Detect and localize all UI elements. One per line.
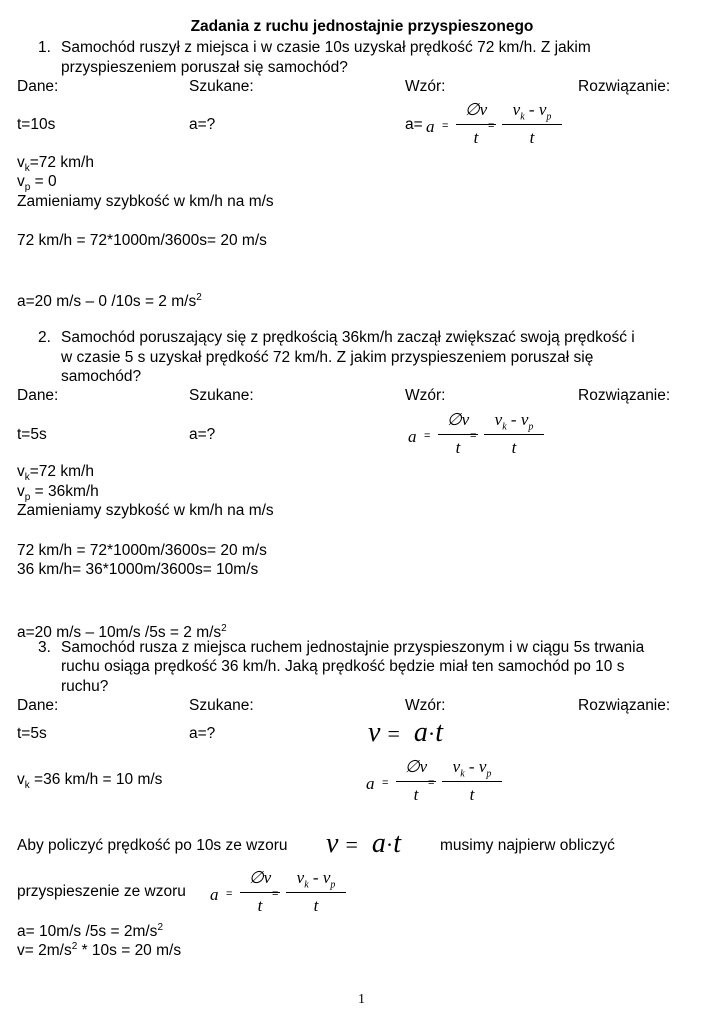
formula-fraction-bar-2 bbox=[502, 124, 562, 125]
formula-vk-minus-vp: $v_k - v_p$ bbox=[296, 868, 336, 891]
formula-denominator-2: t bbox=[469, 785, 475, 804]
p2-initial-velocity: $v_p = 36km/h$ bbox=[17, 483, 99, 504]
p2-szukane-header: Szukane: bbox=[189, 387, 254, 404]
p1-szukane-header: Szukane: bbox=[189, 78, 254, 95]
problem-2-text-line-1: Samochód poruszający się z prędkością 36km/h zaczął zwiększać swoją prędkość i bbox=[61, 329, 635, 346]
p1-wzor-header: Wzór: bbox=[405, 78, 446, 95]
formula-denominator-2: t bbox=[529, 128, 535, 147]
formula-vk-minus-vp: $v_k - v_p$ bbox=[452, 757, 492, 780]
formula-delta-v: ∅v bbox=[464, 100, 488, 119]
p1-initial-velocity: $v_p = 0$ bbox=[17, 173, 57, 194]
p2-wzor-header: Wzór: bbox=[405, 387, 446, 404]
p3-velocity-result: $v= 2m/s^2 * 10s = 20$ m/s bbox=[17, 941, 182, 960]
page-number: 1 bbox=[358, 992, 365, 1007]
p2-acceleration-formula bbox=[408, 410, 548, 462]
p2-rozwiazanie-header: Rozwiązanie: bbox=[578, 387, 671, 404]
formula-equals-1: = bbox=[382, 777, 389, 789]
p3-sought: a=? bbox=[189, 725, 216, 742]
p1-final-velocity: $v_k=72$ km/h bbox=[17, 154, 94, 175]
p1-convert-note: Zamieniamy szybkość w km/h na m/s bbox=[17, 193, 274, 210]
problem-2-text-line-2: w czasie 5 s uzyskał prędkość 72 km/h. Z jakim przyspieszeniem poruszał się bbox=[61, 349, 594, 366]
formula-equals-1: = bbox=[442, 120, 449, 132]
p1-given-time: t=10s bbox=[17, 116, 56, 133]
p3-inline-velocity-formula: v = a·t bbox=[326, 828, 401, 859]
p3-aby-text: Aby policzyć prędkość po 10s ze wzoru bbox=[17, 837, 288, 854]
formula-equals-2: = bbox=[470, 430, 477, 442]
formula-denominator-2: t bbox=[511, 438, 517, 457]
p3-przysp-text: przyspieszenie ze wzoru bbox=[17, 883, 186, 900]
problem-2-number: 2. bbox=[38, 329, 51, 346]
formula-a-symbol: a bbox=[210, 885, 219, 904]
p3-szukane-header: Szukane: bbox=[189, 697, 254, 714]
formula-delta-v: ∅v bbox=[248, 868, 272, 887]
formula-fraction-bar-2 bbox=[442, 781, 502, 782]
formula-denominator-1: t bbox=[413, 785, 419, 804]
p2-convert-note: Zamieniamy szybkość w km/h na m/s bbox=[17, 502, 274, 519]
p2-given-time: t=5s bbox=[17, 426, 47, 443]
formula-equals-1: = bbox=[424, 430, 431, 442]
p2-result: a=20 m/s – 10m/s /5s = 2 $m/s^2$ bbox=[17, 623, 227, 642]
formula-fraction-bar-2 bbox=[484, 434, 544, 435]
p2-conversion-1: 72 km/h = 72*1000m/3600s= 20 m/s bbox=[17, 542, 267, 559]
problem-1-text-line-2: przyspieszeniem poruszał się samochód? bbox=[61, 59, 348, 76]
problem-1-number: 1. bbox=[38, 39, 51, 56]
p2-dane-header: Dane: bbox=[17, 387, 59, 404]
formula-denominator-2: t bbox=[313, 896, 319, 915]
p1-result: a=20 m/s – 0 /10s = 2 $m/s^2$ bbox=[17, 292, 202, 311]
problem-2-text-line-3: samochód? bbox=[61, 368, 142, 385]
formula-vk-minus-vp: $v_k - v_p$ bbox=[494, 410, 534, 433]
formula-fraction-bar-2 bbox=[286, 892, 346, 893]
p3-acceleration-result: a= 10m/s $/5s = 2m/s^2$ bbox=[17, 922, 163, 941]
problem-3-text-line-3: ruchu? bbox=[61, 678, 109, 695]
page-title: Zadania z ruchu jednostajnie przyspieszonego bbox=[190, 18, 534, 35]
formula-equals-2: = bbox=[488, 120, 495, 132]
p3-given-time: t=5s bbox=[17, 725, 47, 742]
p3-acceleration-formula bbox=[366, 757, 506, 809]
p2-conversion-2: 36 km/h= 36*1000m/3600s= 10m/s bbox=[17, 561, 259, 578]
formula-a-symbol: a bbox=[426, 117, 435, 136]
p3-wzor-header: Wzór: bbox=[405, 697, 446, 714]
p1-acceleration-formula bbox=[426, 100, 566, 152]
problem-3-text-line-2: ruchu osiąga prędkość 36 km/h. Jaką prędkość będzie miał ten samochód po 10 s bbox=[61, 658, 625, 675]
formula-delta-v: ∅v bbox=[404, 757, 428, 776]
formula-denominator-1: t bbox=[257, 896, 263, 915]
p3-dane-header: Dane: bbox=[17, 697, 59, 714]
p3-musimy-text: musimy najpierw obliczyć bbox=[440, 837, 615, 854]
problem-3-number: 3. bbox=[38, 639, 51, 656]
p3-final-velocity: $v_k =36$ km/h = 10 m/s bbox=[17, 771, 163, 792]
p1-dane-header: Dane: bbox=[17, 78, 59, 95]
problem-3-text-line-1: Samochód rusza z miejsca ruchem jednostajnie przyspieszonym i w ciągu 5s trwania bbox=[61, 639, 645, 656]
p2-final-velocity: $v_k=72$ km/h bbox=[17, 463, 94, 484]
formula-equals-2: = bbox=[272, 888, 279, 900]
p3-velocity-formula: v = a·t bbox=[368, 717, 443, 748]
p1-rozwiazanie-header: Rozwiązanie: bbox=[578, 78, 671, 95]
p1-formula-prefix: a= bbox=[405, 116, 423, 133]
p1-conversion-1: 72 km/h = 72*1000m/3600s= 20 m/s bbox=[17, 232, 267, 249]
formula-denominator-1: t bbox=[455, 438, 461, 457]
p1-sought: a=? bbox=[189, 116, 216, 133]
formula-delta-v: ∅v bbox=[446, 410, 470, 429]
formula-a-symbol: a bbox=[408, 427, 417, 446]
p2-sought: a=? bbox=[189, 426, 216, 443]
formula-equals-2: = bbox=[428, 777, 435, 789]
formula-equals-1: = bbox=[226, 888, 233, 900]
formula-a-symbol: a bbox=[366, 774, 375, 793]
p3-inline-acceleration-formula bbox=[210, 868, 350, 920]
formula-denominator-1: t bbox=[473, 128, 479, 147]
formula-vk-minus-vp: $v_k - v_p$ bbox=[512, 100, 552, 123]
problem-1-text-line-1: Samochód ruszył z miejsca i w czasie 10s uzyskał prędkość 72 km/h. Z jakim bbox=[61, 39, 591, 56]
p3-rozwiazanie-header: Rozwiązanie: bbox=[578, 697, 671, 714]
